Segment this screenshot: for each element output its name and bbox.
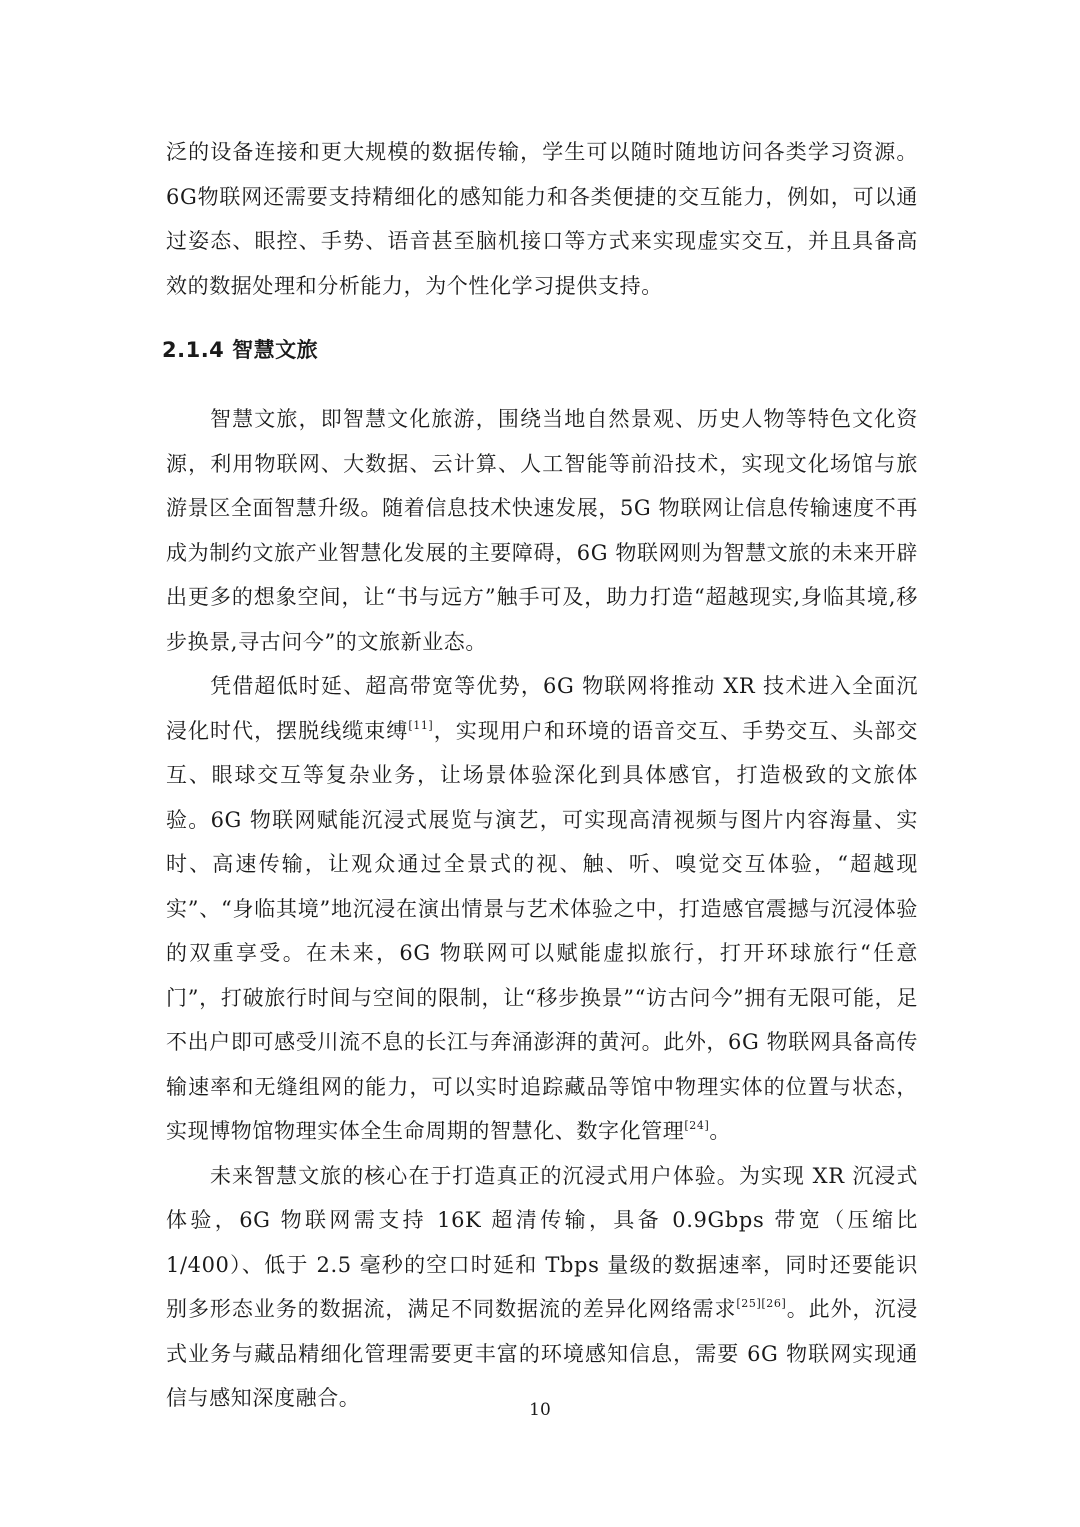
citation-ref: [24] [684,1119,710,1132]
intro-text-block [166,130,918,308]
citation-ref: [11] [408,718,434,732]
paragraph-2 [166,664,918,1154]
section-heading: 2.1.4 智慧文旅 [162,338,319,362]
intro-paragraph: 泛的设备连接和更大规模的数据传输，学生可以随时随地访问各类学习资源。6G物联网还需要支持精细化的感知能力和各类便捷的交互能力，例如，可以通过姿态、眼控、手势、语音甚至脑机接口等方式来实现虚实交互，并且具备高效的数据处理和分析能力，为个性化学习提供支持。 [166,140,918,298]
body-text-block [166,397,918,1421]
paragraph-3 [166,1154,918,1421]
paragraph-2-text-c: 。 [709,1119,731,1143]
paragraph-2-text-a: 凭借超低时延、超高带宽等优势，6G 物联网将推动 XR 技术进入全面沉浸化时代，摆脱线缆束缚 [166,674,918,743]
page-number: 10 [529,1400,551,1420]
citation-ref: [25][26] [736,1297,787,1310]
paragraph-1: 智慧文旅，即智慧文化旅游，围绕当地自然景观、历史人物等特色文化资源，利用物联网、大数据、云计算、人工智能等前沿技术，实现文化场馆与旅游景区全面智慧升级。随着信息技术快速发展，5G 物联网让信息传输速度不再成为制约文旅产业智慧化发展的主要障碍，6G 物联网则为智慧文旅的未来开辟出更多的想象空间，让“书与远方”触手可及，助力打造“超越现实,身临其境,移步换景,寻古问今”的文旅新业态。 [166,407,918,654]
paragraph-2-text-b: ，实现用户和环境的语音交互、手势交互、头部交互、眼球交互等复杂业务，让场景体验深化到具体感官，打造极致的文旅体验。6G 物联网赋能沉浸式展览与演艺，可实现高清视频与图片内容海量、实时、高速传输，让观众通过全景式的视、触、听、嗅觉交互体验，“超越现实”、“身临其境”地沉浸在演出情景与艺术体验之中，打造感官震撼与沉浸体验的双重享受。在未来，6G 物联网可以赋能虚拟旅行，打开环球旅行“任意门”，打破旅行时间与空间的限制，让“移步换景”“访古问今”拥有无限可能，足不出户即可感受川流不息的长江与奔涌澎湃的黄河。此外，6G 物联网具备高传输速率和无缝组网的能力，可以实时追踪藏品等馆中物理实体的位置与状态，实现博物馆物理实体全生命周期的智慧化、数字化管理 [166,718,918,1143]
paragraph-3-text-a: 未来智慧文旅的核心在于打造真正的沉浸式用户体验。为实现 XR 沉浸式体验，6G 物联网需支持 16K 超清传输，具备 0.9Gbps 带宽（压缩比 1/400）、低于 2.5 毫秒的空口时延和 Tbps 量级的数据速率，同时还要能识别多形态业务的数据流，满足不同数据流的差异化网络需求 [166,1163,918,1321]
paragraph-3-text-b: 。此外，沉浸式业务与藏品精细化管理需要更丰富的环境感知信息，需要 6G 物联网实现通信与感知深度融合。 [166,1297,918,1410]
